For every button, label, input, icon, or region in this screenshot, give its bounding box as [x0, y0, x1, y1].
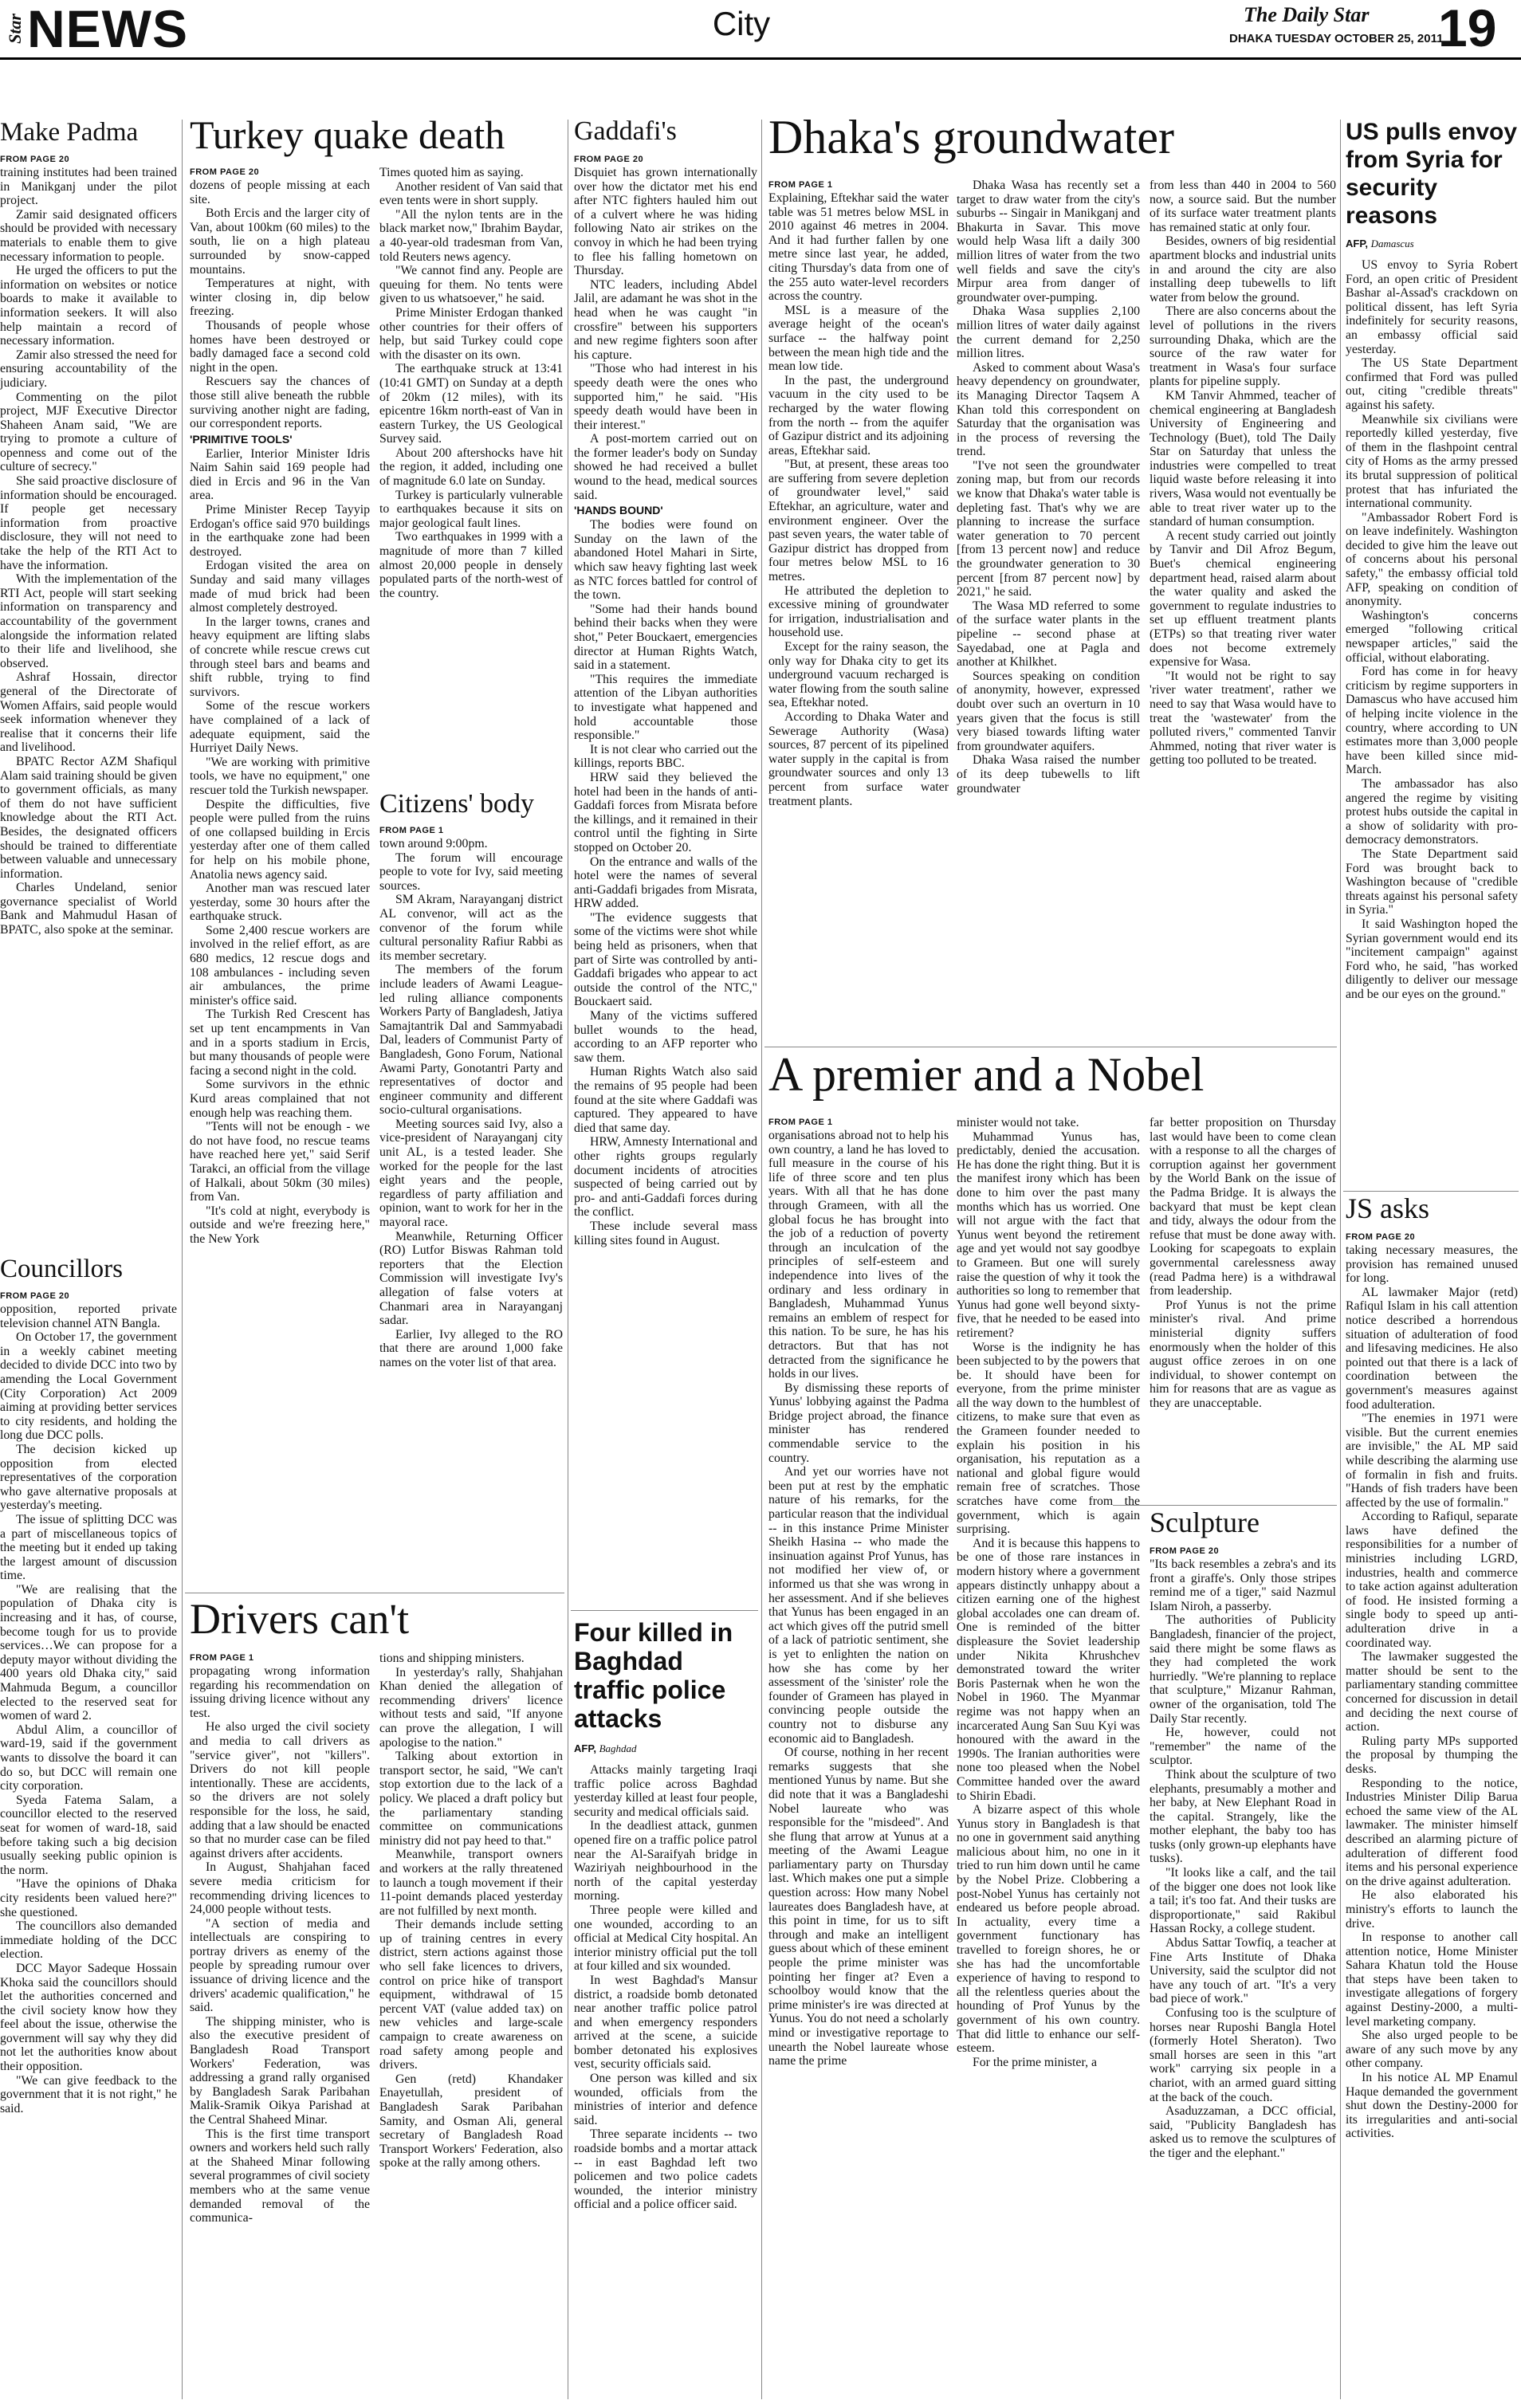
paragraph: "We cannot find any. People are queuing for them. No tents were given to us whatsoever," he said.: [379, 264, 563, 306]
paragraph: In yesterday's rally, Shahjahan Khan denied the allegation of recommending drivers' licence without tests and said, "If anyone can prove the allegation, I will apologise to the nation.": [379, 1665, 563, 1750]
paragraph: Commenting on the pilot project, MJF Executive Director Shaheen Anam said, "We are trying to promote a culture of openness and come out of the culture of secrecy.": [0, 390, 177, 474]
paragraph: Charles Undeland, senior governance specialist of World Bank and Mahmudul Hasan of BPATC, also spoke at the seminar.: [0, 881, 177, 937]
paragraph: Meanwhile, Returning Officer (RO) Lutfor Biswas Rahman told reporters that the Election Commission will investigate Ivy's allegation of false voters at Chanmari area in Narayanganj sadar.: [379, 1229, 563, 1328]
paragraph: About 200 aftershocks have hit the region, it added, including one of magnitude 6.0 late on Sunday.: [379, 446, 563, 489]
article-groundwater-col2: [957, 179, 1140, 1043]
continued-from: FROM PAGE 20: [1346, 1232, 1416, 1242]
paragraph: dozens of people missing at each site.: [190, 179, 370, 206]
paragraph: Attacks mainly targeting Iraqi traffic police across Baghdad yesterday killed at least four people, security and medical officials said.: [574, 1763, 757, 1819]
paragraph: The lawmaker suggested the matter should be sent to the parliamentary standing committee concerned for discussion in detail and deciding the next course of action.: [1346, 1650, 1518, 1734]
section-divider: [1113, 1505, 1337, 1506]
article-headline: Citizens' body: [379, 789, 535, 819]
section-title: NEWS: [27, 0, 188, 58]
paragraph: Dhaka Wasa raised the number of its deep tubewells to lift groundwater: [957, 753, 1140, 795]
paragraph: DCC Mayor Sadeque Hossain Khoka said the councillors should let the authorities concerned and the civil society know how they feel about the issue, otherwise the government will say why they did not let the authorities know about their opposition.: [0, 1961, 177, 2074]
article-headline: Turkey quake death: [190, 112, 505, 157]
article-baghdad: [574, 1738, 757, 2403]
paragraph: The forum will encourage people to vote for Ivy, said meeting sources.: [379, 850, 563, 893]
paragraph: "I've not seen the groundwater zoning map, but from our records we know that Dhaka's water table is depleting fast. That's why we are planning to increase the surface water generation to 70 percent [from 13 percent now] and reduce the groundwater generation to 30 percent [from 87 percent now] by 2021," he said.: [957, 458, 1140, 599]
paragraph: "Have the opinions of Dhaka city residents been valued here?" she questioned.: [0, 1877, 177, 1919]
paragraph: The shipping minister, who is also the executive president of Bangladesh Road Transport Workers' Federation, was addressing a grand rally organised by Bangladesh Sarak Paribahan Malik-Sramik Oikya Parishad at the Central Shaheed Minar.: [190, 2014, 370, 2127]
article-headline: Gaddafi's: [574, 116, 677, 146]
continued-from: FROM PAGE 1: [768, 1118, 833, 1127]
paragraph: Three separate incidents -- two roadside bombs and a mortar attack -- in east Baghdad left two policemen and two police cadets wounded, the interior ministry official and a police officer said.: [574, 2127, 757, 2212]
paragraph: He, however, could not "remember" the name of the sculptor.: [1150, 1726, 1336, 1768]
paragraph: It is not clear who carried out the killings, reports BBC.: [574, 742, 757, 771]
paragraph: With the implementation of the RTI Act, people will start seeking information on transparency and accountability of the government alongside the information related to their life and livelihood, she observed.: [0, 572, 177, 670]
article-drivers-col1: [190, 1652, 370, 2401]
article-us-envoy: [1346, 233, 1518, 1185]
continued-from: FROM PAGE 20: [574, 155, 644, 164]
paragraph: There are also concerns about the level of pollutions in the rivers surrounding Dhaka, which are the source of the raw water for treatment in Wasa's four surface plants for pipeline supply.: [1150, 304, 1336, 389]
paragraph: Explaining, Eftekhar said the water table was 51 metres below MSL in 2010 against 46 metres in 2004. And it had further fallen by one metre since last year, he added, citing Thursday's data from one of the 255 auto water-level recorders across the country.: [768, 191, 949, 304]
paragraph: In the deadliest attack, gunmen opened fire on a traffic police patrol near the Al-Saraifyah bridge in Waziriyah neighbourhood in the north of the capital yesterday morning.: [574, 1819, 757, 1903]
paragraph: BPATC Rector AZM Shafiqul Alam said training should be given to government officials, as many of them do not have sufficient knowledge about the RTI Act. Besides, the designated officers should be trained to differentiate between valuable and unnecessary information.: [0, 754, 177, 881]
paragraph: minister would not take.: [957, 1116, 1079, 1129]
paragraph: One person was killed and six wounded, officials from the ministries of interior and defence said.: [574, 2072, 757, 2127]
article-headline: Four killed in Baghdad traffic police attacks: [574, 1618, 733, 1733]
paragraph: "The evidence suggests that some of the victims were shot while being held as prisoners, when that part of Sirte was controlled by anti-Gaddafi brigades who appear to act outside the control of the NTC," Bouckaert said.: [574, 910, 757, 1009]
continued-from: FROM PAGE 20: [1150, 1546, 1220, 1556]
paragraph: Ashraf Hossain, director general of the Directorate of Women Affairs, said people would seek information whenever they realise that it concerns their life and livelihood.: [0, 670, 177, 755]
paragraph: HRW said they believed the hotel had been in the hands of anti-Gaddafi forces from Misrata before the killings, and it remained in their control until the fighting in Sirte stopped on October 20.: [574, 770, 757, 854]
paragraph: The Wasa MD referred to some of the surface water plants in the pipeline -- second phase at Sayedabad, one at Pagla and another at Khilkhet.: [957, 599, 1140, 670]
paragraph: "Some had their hands bound behind their backs when they were shot," Peter Bouckaert, emergencies director at Human Rights Watch, said in a statement.: [574, 602, 757, 673]
article-premier-col2: [957, 1116, 1140, 2403]
paragraph: "This requires the immediate attention of the Libyan authorities to investigate what happened and hold accountable those responsible.": [574, 672, 757, 743]
paragraph: "Those who had interest in his speedy death were the ones who supported him," he said. "His speedy death would have been in their interest.": [574, 362, 757, 432]
article-headline: JS asks: [1346, 1192, 1430, 1224]
paragraph: These include several mass killing sites found in August.: [574, 1219, 757, 1247]
page-title: City: [712, 5, 771, 42]
paragraph: Responding to the notice, Industries Minister Dilip Barua echoed the same view of the AL lawmaker. The minister himself described an alarming picture of adulteration of different food items and his personal experience on the drive against adulteration.: [1346, 1776, 1518, 1888]
paragraph: "The enemies in 1971 were visible. But the current enemies are invisible," the AL MP said while describing the alarming use of formalin in fish and fruits. "Hands of fish traders have been affected by the use of formalin.": [1346, 1412, 1518, 1510]
paragraph: The ambassador has also angered the regime by visiting protest hubs outside the capital in a show of solidarity with pro-democracy demonstrators.: [1346, 776, 1518, 847]
paragraph: far better proposition on Thursday last would have been to come clean with a response to all the charges of corruption against her government by the World Bank on the issue of the Padma Bridge. It is always the backyard that must be kept clean and tidy, always the odour from the refuse that must be done away with. Looking for scapegoats to explain governmental carelessness away (read Padma here) is a withdrawal from leadership.: [1150, 1116, 1336, 1298]
paragraph: tions and shipping ministers.: [379, 1652, 525, 1665]
article-headline: Councillors: [0, 1255, 123, 1283]
paragraph: The issue of splitting DCC was a part of miscellaneous topics of the meeting but it ended up taking the largest amount of discussion time.: [0, 1512, 177, 1583]
paragraph: Dhaka Wasa has recently set a target to draw water from the city's suburbs -- Singair in Manikganj and Bhakurta in Savar. This move would help Wasa lift a daily 300 million litres of water from the two well fields and save the city's Mirpur area from danger of groundwater over-pumping.: [957, 179, 1140, 304]
paragraph: "It looks like a calf, and the tail of the bigger one does not look like a tail; it's too fat. And their tusks are disproportionate," said Rakibul Hassan Rocky, a college student.: [1150, 1866, 1336, 1936]
paragraph: Prime Minister Recep Tayyip Erdogan's office said 970 buildings in the earthquake zone had been destroyed.: [190, 503, 370, 559]
article-turkey-col1: [190, 166, 370, 1589]
column-divider: [761, 120, 762, 2399]
paragraph: Meanwhile six civilians were reportedly killed yesterday, five of them in the flashpoint central city of Homs as the army pressed its brutal suppression of political protest that has infuriated the international community.: [1346, 412, 1518, 511]
agency-dateline: AFP, Damascus: [1346, 238, 1414, 249]
article-js-asks: [1346, 1231, 1518, 2403]
paragraph: He attributed the depletion to excessive mining of groundwater for irrigation, industrialisation and household use.: [768, 583, 949, 640]
paragraph: "We can give feedback to the government that it is not right," he said.: [0, 2073, 177, 2115]
paragraph: Another man was rescued later yesterday, some 30 hours after the earthquake struck.: [190, 882, 370, 924]
paragraph: Some of the rescue workers have complained of a lack of adequate equipment, said the Hurriyet Daily News.: [190, 699, 370, 756]
paragraph: Three people were killed and one wounded, according to an official at Medical City hospital. An interior ministry official put the toll at four killed and six wounded.: [574, 1903, 757, 1974]
paragraph: Sources speaking on condition of anonymity, however, expressed doubt over such an overturn in 10 years given that the focus is still very biased towards lifting water from groundwater aquifers.: [957, 669, 1140, 753]
article-turkey-col2: [379, 166, 563, 792]
paragraph: On October 17, the government in a weekly cabinet meeting decided to divide DCC into two by amending the Local Government (City Corporation) Act 2009 aiming at providing better services to city residents, and holding the long due DCC polls.: [0, 1330, 177, 1443]
article-headline: Drivers can't: [190, 1595, 410, 1643]
paragraph: Many of the victims suffered bullet wounds to the head, according to an AFP reporter who saw them.: [574, 1009, 757, 1065]
paragraph: Disquiet has grown internationally over how the dictator met his end after NTC fighters hauled him out of a culvert where he was hiding following Nato air strikes on the convoy in which he had been trying to flee his falling hometown on Thursday.: [574, 166, 757, 278]
article-sculpture: [1150, 1545, 1336, 2403]
article-premier-col1: [768, 1116, 949, 2403]
paragraph: Meanwhile, transport owners and workers at the rally threatened to launch a tough movement if their 11-point demands placed yesterday are not fulfilled by next month.: [379, 1848, 563, 1918]
paragraph: Ruling party MPs supported the proposal by thumping the desks.: [1346, 1734, 1518, 1776]
article-groundwater-col3: [1150, 179, 1336, 1043]
paragraph: AL lawmaker Major (retd) Rafiqul Islam in his call attention notice described a horrendous situation of adulteration of food and lifesaving medicines. He also pointed out that there is a lack of coordination between the government's measures against food adulteration.: [1346, 1285, 1518, 1412]
paragraph: In the larger towns, cranes and heavy equipment are lifting slabs of concrete while rescue crews cut through steel bars and beams and shift rubble, trying to find survivors.: [190, 615, 370, 699]
paragraph: The authorities of Publicity Bangladesh, financier of the project, said there might be some flaws as they had completed the work hurriedly. "We're planning to replace that sculpture," Mizanur Rahman, owner of the organisation, told The Daily Star recently.: [1150, 1613, 1336, 1726]
paragraph: Abdul Alim, a councillor of ward-19, said if the government wants to dissolve the board it can do so, but DCC will remain one city corporation.: [0, 1723, 177, 1793]
section-divider: [571, 1610, 758, 1611]
paragraph: She also urged people to be aware of any such move by any other company.: [1346, 2029, 1518, 2071]
paragraph: Gen (retd) Khandaker Enayetullah, president of Bangladesh Sarak Paribahan Samity, and Osman Ali, general secretary of Bangladesh Road Transport Workers' Federation, also spoke at the rally among others.: [379, 2072, 563, 2170]
paragraph: On the entrance and walls of the hotel were the names of several anti-Gaddafi brigades from Misrata, HRW added.: [574, 854, 757, 911]
paragraph: "We are working with primitive tools, we have no equipment," one rescuer told the Turkish newspaper.: [190, 755, 370, 797]
paragraph: In August, Shahjahan faced severe media criticism for recommending driving licences to 24,000 people without tests.: [190, 1860, 370, 1917]
paragraph: The decision kicked up opposition from elected representatives of the corporation who gave alternative proposals at yesterday's meeting.: [0, 1442, 177, 1513]
paragraph: "A section of media and intellectuals are conspiring to portray drivers as enemy of the people by spreading rumour over issuance of driving licence and the drivers' academic qualification," he said.: [190, 1916, 370, 2015]
paragraph: Asked to comment about Wasa's heavy dependency on groundwater, its Managing Director Taqsem A Khan told this correspondent on Saturday that the organisation was in the process of reversing the trend.: [957, 360, 1140, 459]
paragraph: Earlier, Ivy alleged to the RO that there are around 1,000 fake names on the voter list of that area.: [379, 1327, 563, 1369]
article-headline: Sculpture: [1150, 1506, 1260, 1538]
paragraph: HRW, Amnesty International and other rights groups regularly document incidents of atrocities suspected of being carried out by pro- and anti-Gaddafi forces during the conflict.: [574, 1135, 757, 1220]
paragraph: Earlier, Interior Minister Idris Naim Sahin said 169 people had died in Ercis and 96 in the Van area.: [190, 446, 370, 503]
page-number: 19: [1438, 0, 1497, 57]
paragraph: By dismissing these reports of Yunus' lobbying against the Padma Bridge project abroad, the finance minister has rendered commendable service to the country.: [768, 1381, 949, 1465]
column-divider: [1340, 120, 1341, 2399]
article-headline: US pulls envoy from Syria for security reasons: [1346, 119, 1518, 229]
paragraph: Ford has come in for heavy criticism by regime supporters in Damascus who have accused him of helping incite violence in the country, where according to UN estimates more than 3,000 people have been killed since mid-March.: [1346, 665, 1518, 777]
paragraph: Zamir also stressed the need for ensuring accountability of the judiciary.: [0, 348, 177, 390]
paragraph: Besides, owners of big residential apartment blocks and industrial units in and around the city are also installing deep tubewells to lift water from below the ground.: [1150, 234, 1336, 304]
article-headline: Dhaka's groundwater: [768, 111, 1174, 163]
paragraph: He also urged the civil society and media to call drivers as "service giver", not "killers". Drivers do not kill people intentionally. These are accidents, so the drivers are not solely responsible for the loss, he said, adding that a law should be enacted so that no murder case can be filed against drivers after accidents.: [190, 1720, 370, 1860]
paragraph: Turkey is particularly vulnerable to earthquakes because it sits on major geological fault lines.: [379, 488, 563, 530]
article-premier-col3: [1150, 1116, 1336, 1502]
subheading: 'PRIMITIVE TOOLS': [190, 432, 293, 446]
paragraph: Erdogan visited the area on Sunday and said many villages made of mud brick had been almost completely destroyed.: [190, 559, 370, 615]
paragraph: Abdus Sattar Towfiq, a teacher at Fine Arts Institute of Dhaka University, said the sculptor did not have any touch of art. "It's a very bad piece of work.": [1150, 1936, 1336, 2006]
paragraph: organisations abroad not to help his own country, a land he has loved to full measure in the course of his life of three score and ten plus years. With all that he has done through Grameen, with all the global focus he has brought into the job of a reduction of poverty through an inculcation of the principles of self-esteem and independence into lives of the ordinary and less ordinary in Bangladesh, Muhammad Yunus remains an emblem of respect for this nation. To be sure, he has his detractors. But that has not detracted from the significance he holds in our lives.: [768, 1129, 949, 1381]
paragraph: Dhaka Wasa supplies 2,100 million litres of water daily against the current demand for 2,250 million litres.: [957, 304, 1140, 361]
article-groundwater-col1: [768, 179, 949, 1043]
article-citizens-body: [379, 824, 563, 1589]
paragraph: The Turkish Red Crescent has set up tent encampments in Van and in a sports stadium in Ercis, but many thousands of people were facing a second night in the cold.: [190, 1008, 370, 1078]
paragraph: A bizarre aspect of this whole Yunus story in Bangladesh is that no one in government said anything malicious about him, no one in it tried to run him down until he came by the Nobel Prize. Clobbering a post-Nobel Yunus has certainly not endeared us before people abroad. In actuality, every time a government functionary has travelled to foreign shores, he or she has had the uncomfortable experience of having to respond to all the relentless queries about the hounding of Prof Yunus by the government of his own country. That did little to enhance our self-esteem.: [957, 1803, 1140, 2056]
paragraph: The State Department said Ford was brought back to Washington because of "credible threats against his personal safety in Syria.": [1346, 847, 1518, 917]
paragraph: Their demands include setting up of training centres in every district, stern actions against those who sell fake licences to drivers, control on price hike of transport equipment, withdrawal of 15 percent VAT (value added tax) on new vehicles and large-scale campaign to create awareness on road safety among people and drivers.: [379, 1918, 563, 2072]
paragraph: Another resident of Van said that even tents were in short supply.: [379, 179, 563, 208]
section-logo: [5, 0, 188, 58]
paragraph: This is the first time transport owners and workers held such rally at the Shaheed Minar following several programmes of civil society members who at the same venue demanded removal of the communica-: [190, 2127, 370, 2225]
subheading: 'HANDS BOUND': [574, 504, 663, 517]
continued-from: FROM PAGE 20: [0, 1291, 70, 1301]
paragraph: Talking about extortion in transport sector, he said, "We can't stop extortion due to the lack of a policy. We placed a draft policy but the parliamentary standing committee on communications ministry did not pay heed to that.": [379, 1750, 563, 1848]
article-headline: Make Padma: [0, 118, 139, 147]
continued-from: FROM PAGE 1: [190, 1653, 254, 1663]
paragraph: Of course, nothing in her recent remarks suggests that she mentioned Yunus by name. But she did note that it was a Bangladeshi Nobel laureate who was responsible for the "misdeed". And she flung that arrow at Yunus at a meeting of the Awami League parliamentary party on Thursday last. Which makes one put a simple question across: How many Nobel laureates does Bangladesh have, at this point in time, for us to sift through and make an intelligent guess about which of these eminent people the prime minister was pointing her finger at? Even a schoolboy would know that the prime minister's ire was directed at Yunus. You do not need a scholarly mind or investigative reportage to unearth the Nobel laureate whose name the prime: [768, 1746, 949, 2068]
continued-from: FROM PAGE 20: [0, 155, 70, 164]
masthead-rule: [0, 57, 1521, 60]
paragraph: Washington's concerns emerged "following critical newspaper articles," said the official, without elaborating.: [1346, 608, 1518, 665]
paragraph: He also elaborated his ministry's efforts to launch the drive.: [1346, 1888, 1518, 1931]
paragraph: Despite the difficulties, five people were pulled from the ruins of one collapsed building in Ercis yesterday after one of them called for help on his mobile phone, Anatolia news agency said.: [190, 797, 370, 882]
paragraph: Think about the sculpture of two elephants, presumably a mother and her baby, at New Elephant Road in the capital. Strangely, like the mother elephant, the baby too has tusks (only grown-up elephants have tusks).: [1150, 1767, 1336, 1866]
paragraph: Two earthquakes in 1999 with a magnitude of more than 7 killed almost 20,000 people in densely populated parts of the north-west of the country.: [379, 530, 563, 600]
paragraph: And yet our worries have not been put at rest by the emphatic nature of his remarks, for the particular reason that the individual -- in this instance Prime Minister Sheikh Hasina -- who made the insinuation against Prof Yunus, has not modified her view of, or informed us that she was wrong in her assessment. And if she believes that Yunus has been engaged in an act which gives off the putrid smell of a lack of patriotic sentiment, she is yet to enlighten the nation on how she has come by her assessment of the 'sinister' role the founder of Grameen has played in convincing people outside the country not to disburse any economic aid to Bangladesh.: [768, 1465, 949, 1746]
paragraph: "It would not be right to say 'river water treatment', rather we need to say that Wasa would have to treat the 'wastewater' from the polluted rivers," commented Tanvir Ahmmed, noting that river water is getting too polluted to be treated.: [1150, 669, 1336, 768]
paragraph: Meeting sources said Ivy, also a vice-president of Narayanganj city unit AL, is a tested leader. She worked for the people for the last eight years and the people, regardless of party affiliation and opinion, want to work for her in the mayoral race.: [379, 1117, 563, 1230]
paragraph: training institutes had been trained in Manikganj under the pilot project.: [0, 166, 177, 208]
paragraph: SM Akram, Narayanganj district AL convenor, will act as the convenor of the forum while cultural personality Rafiur Rabbi as its member secretary.: [379, 893, 563, 963]
paragraph: For the prime minister, a: [973, 2055, 1097, 2069]
paragraph: "Ambassador Robert Ford is on leave indefinitely. Washington decided to give him the leave out of concerns about his personal safety," the embassy official told AFP, speaking on condition of anonymity.: [1346, 510, 1518, 609]
paragraph: She said proactive disclosure of information should be encouraged. If people get necessary information from proactive disclosure, they will not need to take the help of the RTI Act to have the information.: [0, 474, 177, 572]
paragraph: Human Rights Watch also said the remains of 95 people had been found at the site where Gaddafi was captured. They appeared to have died that same day.: [574, 1065, 757, 1135]
paragraph: In response to another call attention notice, Home Minister Sahara Khatun told the House that steps have been taken to investigate allegations of forgery against Destiny-2000, a multi-level marketing company.: [1346, 1931, 1518, 2029]
paragraph: In the past, the underground vacuum in the city used to be recharged by the water flowing from the north -- from the aquifer of Gazipur district and its adjoining areas, Eftekhar said.: [768, 373, 949, 458]
paragraph: He urged the officers to put the information on websites or notice boards to make it available to information seekers. It will also help maintain a record of necessary information.: [0, 264, 177, 348]
paragraph: "All the nylon tents are in the black market now," Ibrahim Baydar, a 40-year-old tradesman from Van, told Reuters news agency.: [379, 207, 563, 264]
paper-name: The Daily Star: [1244, 3, 1370, 26]
continued-from: FROM PAGE 20: [190, 167, 260, 177]
paragraph: Asaduzzaman, a DCC official, said, "Publicity Bangladesh has asked us to remove the sculptures of the tiger and the elephant.": [1150, 2104, 1336, 2160]
paragraph: "Tents will not be enough - we do not have food, no rescue teams have reached here yet," said Serif Tarakci, an official from the village of Halkali, about 50km (30 miles) from Van.: [190, 1120, 370, 1204]
paragraph: In his notice AL MP Enamul Haque demanded the government shut down the Destiny-2000 for its irregularities and anti-social activities.: [1346, 2071, 1518, 2141]
paragraph: opposition, reported private television channel ATN Bangla.: [0, 1302, 177, 1330]
paragraph: The earthquake struck at 13:41 (10:41 GMT) on Sunday at a depth of 20km (12 miles), with its epicentre 16km north-east of Van in eastern Turkey, the US Geological Survey said.: [379, 362, 563, 446]
paragraph: taking necessary measures, the provision has remained unused for long.: [1346, 1243, 1518, 1286]
paragraph: Some 2,400 rescue workers are involved in the relief effort, as are 680 medics, 12 rescue dogs and 108 ambulances - including seven air ambulances, the prime minister's office said.: [190, 923, 370, 1008]
article-make-padma: [0, 153, 177, 1253]
paragraph: A recent study carried out jointly by Tanvir and Dil Afroz Begum, Buet's chemical engineering department head, raised alarm about the water quality and asked the government to regulate industries to set up effluent treatment plants (ETPs) so that treating river water does not become extremely expensive for Wasa.: [1150, 528, 1336, 670]
paragraph: The members of the forum include leaders of Awami League-led ruling alliance components Workers Party of Bangladesh, Jatiya Samajtantrik Dal and Sammyabadi Dal, leaders of Communist Party of Bangladesh, Gono Forum, National Awami Party, Gonotantri Party and representatives of doctor and engineer community and different socio-cultural organisations.: [379, 963, 563, 1118]
paragraph: Muhammad Yunus has, predictably, denied the accusation. He has done the right thing. But it is the manifest irony which has been done to him over the past many months which has us worried. One will not argue with the fact that Yunus went beyond the retirement age and yet would not say goodbye to Grameen. But one will surely raise the question of why it took the authorities so long to remember that Yunus had gone well beyond sixty-five, that he needed to be eased into retirement?: [957, 1129, 1140, 1340]
section-divider: [1343, 1191, 1519, 1192]
article-drivers-col2: [379, 1652, 563, 2401]
paragraph: "We are realising that the population of Dhaka city is increasing and it has, of course, become tough for us to provide services…We can propose for a deputy mayor without dividing the 400 years old Dhaka city," said Mahmuda Begum, a councillor elected to the reserved seat for women of ward 2.: [0, 1582, 177, 1723]
paragraph: Except for the rainy season, the only way for Dhaka city to get its underground vacuum recharged is water flowing from the south saline sea, Eftekhar noted.: [768, 640, 949, 710]
paragraph: Thousands of people whose homes have been destroyed or badly damaged face a second cold night in the open.: [190, 318, 370, 375]
article-headline: A premier and a Nobel: [768, 1048, 1205, 1101]
star-mark: Star: [5, 14, 25, 44]
paragraph: propagating wrong information regarding his recommendation on issuing driving licence without any test.: [190, 1664, 370, 1720]
paragraph: It said Washington hoped the Syrian government would end its "incitement campaign" against Ford who, he said, "has worked diligently to deliver our message and be our eyes on the ground.": [1346, 917, 1518, 1001]
paragraph: According to Rafiqul, separate laws have defined the responsibilities for a number of ministries including LGRD, industries, health and commerce to take action against adulteration of food. He insisted forming a single body to speed up anti-adulteration drive in a coordinated way.: [1346, 1510, 1518, 1650]
paragraph: Worse is the indignity he has been subjected to by the powers that be. It should have been for everyone, from the prime minister all the way down to the humblest of citizens, to make sure that even as the Grameen founder needed to explain his position in his organisation, his reputation as a national and global figure would remain free of scratches. Those scratches have come from the government, which is again surprising.: [957, 1340, 1140, 1537]
paragraph: Temperatures at night, with winter closing in, dip below freezing.: [190, 277, 370, 319]
paragraph: KM Tanvir Ahmmed, teacher of chemical engineering at Bangladesh University of Engineering and Technology (Buet), told The Daily Star on Saturday that unless the industries were compelled to treat liquid waste before releasing it into rivers, Wasa would not eventually be able to treat river water up to the standard of human consumption.: [1150, 388, 1336, 529]
article-gaddafi: [574, 153, 757, 1605]
paragraph: US envoy to Syria Robert Ford, an open critic of President Bashar al-Assad's crackdown on political dissent, has left Syria indefinitely for security reasons, an embassy official said yesterday.: [1346, 258, 1518, 356]
paragraph: In west Baghdad's Mansur district, a roadside bomb detonated near another traffic police patrol and when emergency responders arrived at the scene, a suicide bomber detonated his explosives vest, security officials said.: [574, 1973, 757, 2072]
paragraph: "But, at present, these areas too are suffering from severe depletion of groundwater level," said Eftekhar, an agriculture, water and environment engineer. Over the past seven years, the water table of Gazipur district has dropped from four metres below MSL to 16 metres.: [768, 458, 949, 584]
paragraph: Syeda Fatema Salam, a councillor elected to the reserved seat for women of ward-18, said before taking such a big decision usually seeking public opinion is the norm.: [0, 1793, 177, 1877]
paragraph: "It's cold at night, everybody is outside and we're freezing here," the New York: [190, 1204, 370, 1246]
page-dateline: DHAKA TUESDAY OCTOBER 25, 2011: [1229, 32, 1444, 45]
paragraph: Times quoted him as saying.: [379, 166, 524, 179]
paragraph: Prime Minister Erdogan thanked other countries for their offers of help, but said Turkey could cope with the disaster on its own.: [379, 305, 563, 362]
masthead: [0, 0, 1521, 112]
paragraph: Confusing too is the sculpture of horses near Ruposhi Bangla Hotel (formerly Hotel Sheraton). Two small horses are seen in this "art work" carrying six people in a chariot, with an armed guard sitting at the back of the couch.: [1150, 2006, 1336, 2104]
column-divider: [182, 120, 183, 2399]
paragraph: A post-mortem carried out on the former leader's body on Sunday showed he had received a bullet wound to the head, medical sources said.: [574, 432, 757, 502]
paragraph: According to Dhaka Water and Sewerage Authority (Wasa) sources, 87 percent of its pipelined water supply in the capital is from groundwater sources and only 13 percent from surface water treatment plants.: [768, 709, 949, 808]
paragraph: Zamir said designated officers should be provided with necessary materials to enable them to give necessary information to people.: [0, 207, 177, 264]
paragraph: town around 9:00pm.: [379, 837, 488, 850]
continued-from: FROM PAGE 1: [379, 826, 444, 835]
paragraph: NTC leaders, including Abdel Jalil, are adamant he was shot in the head when he was caught "in crossfire" between his supporters and new regime fighters soon after his capture.: [574, 277, 757, 362]
paragraph: MSL is a measure of the average height of the ocean's surface -- the halfway point between the mean high tide and the mean low tide.: [768, 303, 949, 374]
paragraph: "Its back resembles a zebra's and its front a giraffe's. Only those stripes remind me of a tiger," said Nazmul Islam Niroh, a passerby.: [1150, 1558, 1336, 1613]
paragraph: The US State Department confirmed that Ford was pulled out, citing "credible threats" against his safety.: [1346, 356, 1518, 412]
paragraph: The bodies were found on Sunday on the lawn of the abandoned Hotel Mahari in Sirte, which saw heavy fighting last week as NTC forces battled for control of the town.: [574, 518, 757, 603]
article-councillors: [0, 1290, 177, 2402]
paragraph: Both Ercis and the larger city of Van, about 100km (60 miles) to the south, lie on a high plateau surrounded by snow-capped mountains.: [190, 206, 370, 277]
paragraph: Prof Yunus is not the prime minister's rival. And prime ministerial dignity suffers enormously when the holder of this august office zeroes in on one individual, to shower contempt on him for reasons that are as vague as they are unacceptable.: [1150, 1298, 1336, 1410]
paragraph: Some survivors in the ethnic Kurd areas complained that not enough help was reaching them.: [190, 1078, 370, 1120]
paragraph: The councillors also demanded immediate holding of the DCC election.: [0, 1919, 177, 1962]
paragraph: Rescuers say the chances of those still alive beneath the rubble surviving another night are fading, our correspondent reports.: [190, 375, 370, 431]
paragraph: And it is because this happens to be one of those rare instances in modern history where a government appears distinctly unhappy about a citizen earning one of the highest global accolades one can dream of. One is reminded of the bitter displeasure the Soviet leadership under Nikita Khrushchev demonstrated toward the writer Boris Pasternak when he won the Nobel in 1960. The Myanmar regime was not happy when an incarcerated Aung San Suu Kyi was honoured with the award in the 1990s. The Iranian authorities were none too pleased when the Nobel Committee handed over the award to Shirin Ebadi.: [957, 1536, 1140, 1803]
agency-dateline: AFP, Baghdad: [574, 1742, 637, 1754]
continued-from: FROM PAGE 1: [768, 180, 833, 190]
paragraph: from less than 440 in 2004 to 560 now, a source said. But the number of its surface water treatment plants has remained static at only four.: [1150, 179, 1336, 234]
